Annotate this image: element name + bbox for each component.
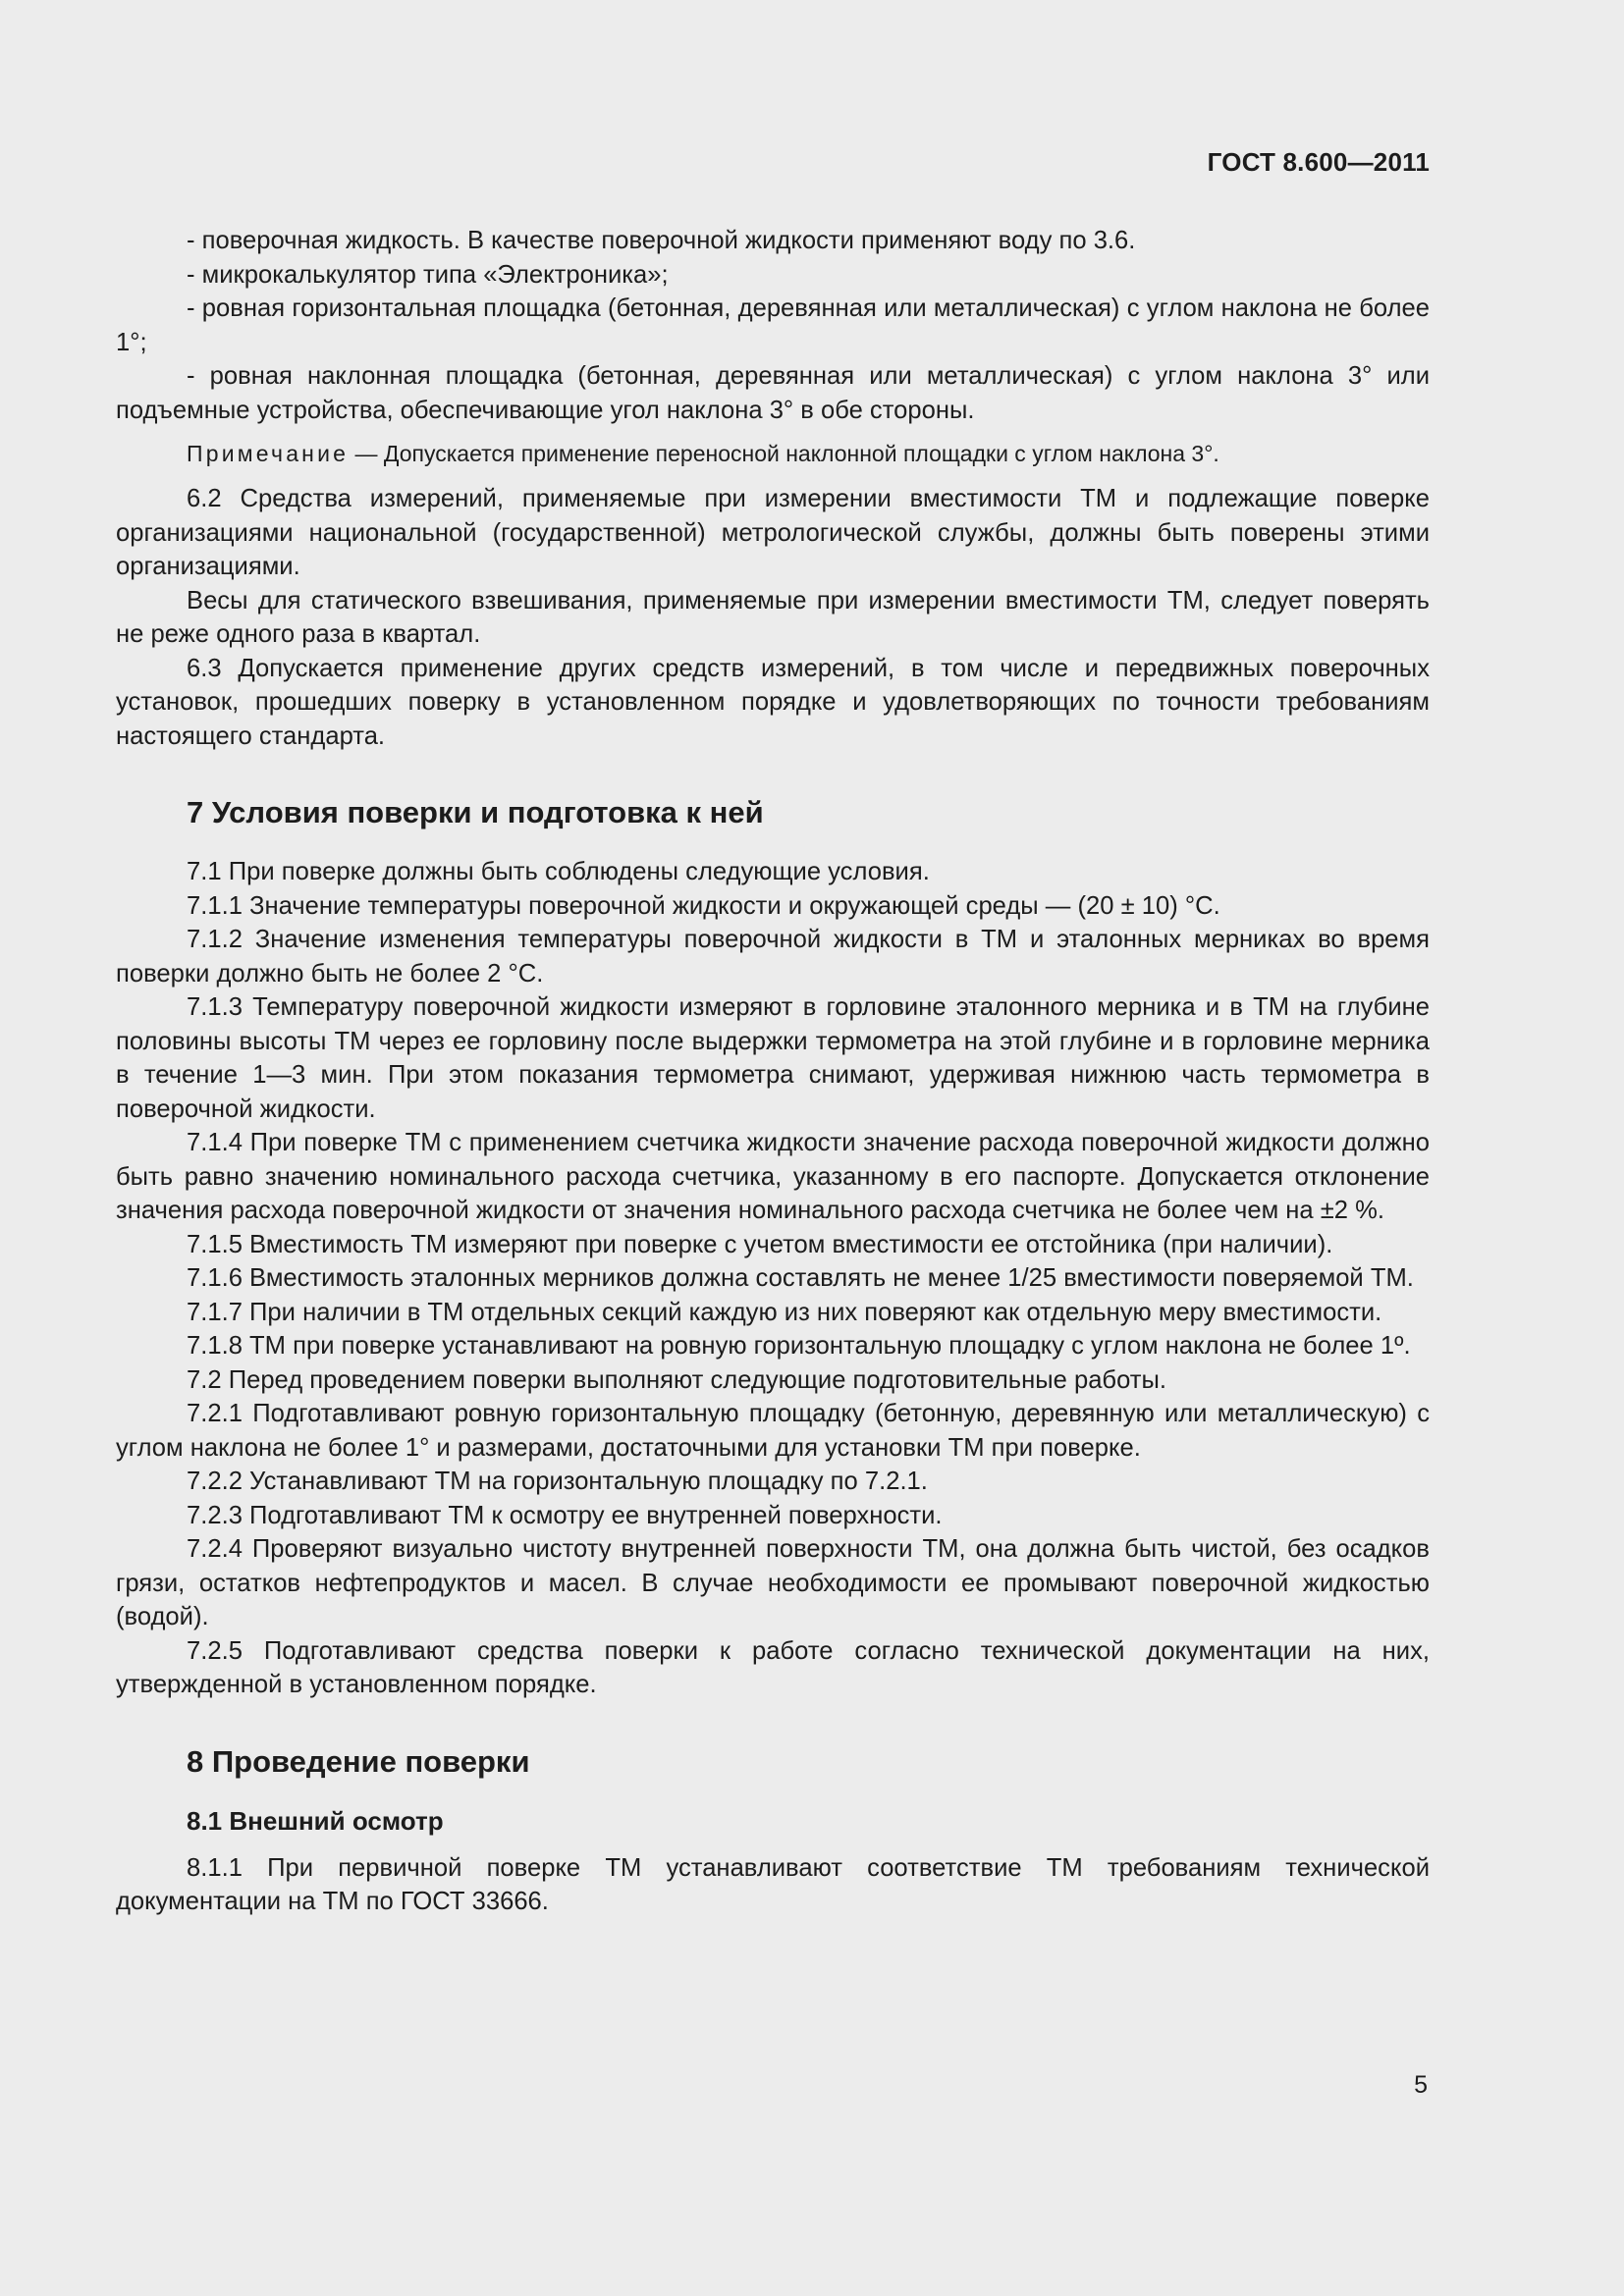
paragraph: 7.2.5 Подготавливают средства поверки к работе согласно технической документации на них, утвержденной в установленном порядке. (116, 1636, 1430, 1698)
paragraph: 7.1.5 Вместимость ТМ измеряют при поверке с учетом вместимости ее отстойника (при наличии). (187, 1230, 1333, 1258)
paragraph: Весы для статического взвешивания, применяемые при измерении вместимости ТМ, следует поверять не реже одного раза в квартал. (116, 586, 1430, 648)
note-label: Примечание (187, 441, 350, 466)
subsection-8-1-title: 8.1 Внешний осмотр (187, 1805, 444, 1836)
paragraph: 7.1.3 Температуру поверочной жидкости измеряют в горловине эталонного мерника и в ТМ на глубине половины высоты ТМ через ее горловину после выдержки термометра на этой глубине и в горловине мерника в течение 1—3 мин. При этом показания термометра снимают, удерживая нижнюю часть термометра в поверочной жидкости. (116, 993, 1430, 1123)
paragraph: - ровная горизонтальная площадка (бетонная, деревянная или металлическая) с углом наклона не более 1°; (116, 294, 1430, 356)
paragraph: 7.1.2 Значение изменения температуры поверочной жидкости в ТМ и эталонных мерниках во время поверки должно быть не более 2 °С. (116, 926, 1430, 988)
paragraph: 7.1 При поверке должны быть соблюдены следующие условия. (187, 858, 930, 885)
section-7-title: 7 Условия поверки и подготовка к ней (187, 795, 764, 829)
paragraph: 7.2.3 Подготавливают ТМ к осмотру ее внутренней поверхности. (187, 1501, 943, 1529)
paragraph: - микрокалькулятор типа «Электроника»; (187, 260, 669, 289)
paragraph: 6.2 Средства измерений, применяемые при измерении вместимости ТМ и подлежащие поверке организациями национальной (государственной) метрологической службы, должны быть поверены этими организациями. (116, 485, 1430, 580)
document-body (116, 224, 1430, 1919)
note (116, 439, 1430, 468)
note-text: — Допускается применение переносной наклонной площадки с углом наклона 3°. (349, 441, 1219, 466)
paragraph: 7.2.4 Проверяют визуально чистоту внутренней поверхности ТМ, она должна быть чистой, без осадков грязи, остатков нефтепродуктов и масел. В случае необходимости ее промывают поверочной жидкостью (водой). (116, 1535, 1430, 1630)
paragraph: 8.1.1 При первичной поверке ТМ устанавливают соответствие ТМ требованиям технической документации на ТМ по ГОСТ 33666. (116, 1853, 1430, 1915)
paragraph: 6.3 Допускается применение других средств измерений, в том числе и передвижных поверочных установок, прошедших поверку в установленном порядке и удовлетворяющих по точности требованиям настоящего стандарта. (116, 654, 1430, 750)
paragraph: 7.1.7 При наличии в ТМ отдельных секций каждую из них поверяют как отдельную меру вместимости. (187, 1298, 1382, 1326)
paragraph: 7.1.6 Вместимость эталонных мерников должна составлять не менее 1/25 вместимости поверяемой ТМ. (187, 1264, 1414, 1292)
paragraph: 7.2 Перед проведением поверки выполняют следующие подготовительные работы. (187, 1365, 1166, 1394)
section-8-title: 8 Проведение поверки (187, 1743, 530, 1779)
paragraph: 7.1.8 ТМ при поверке устанавливают на ровную горизонтальную площадку с углом наклона не более 1º. (187, 1332, 1411, 1360)
paragraph: 7.1.4 При поверке ТМ с применением счетчика жидкости значение расхода поверочной жидкости должно быть равно значению номинального расхода счетчика, указанному в его паспорте. Допускается отклонение значения расхода поверочной жидкости от значения номинального расхода счетчика не более чем на ±2 %. (116, 1129, 1430, 1224)
page-number: 5 (1414, 2071, 1428, 2099)
paragraph: 7.2.2 Устанавливают ТМ на горизонтальную площадку по 7.2.1. (187, 1468, 928, 1495)
paragraph: - ровная наклонная площадка (бетонная, деревянная или металлическая) с углом наклона 3° или подъемные устройства, обеспечивающие угол наклона 3° в обе стороны. (116, 362, 1430, 424)
paragraph: 7.2.1 Подготавливают ровную горизонтальную площадку (бетонную, деревянную или металлическую) с углом наклона не более 1° и размерами, достаточными для установки ТМ при поверке. (116, 1400, 1430, 1462)
paragraph: 7.1.1 Значение температуры поверочной жидкости и окружающей среды — (20 ± 10) °С. (187, 891, 1220, 920)
standard-header: ГОСТ 8.600—2011 (1207, 147, 1430, 177)
paragraph: - поверочная жидкость. В качестве поверочной жидкости применяют воду по 3.6. (187, 227, 1136, 254)
